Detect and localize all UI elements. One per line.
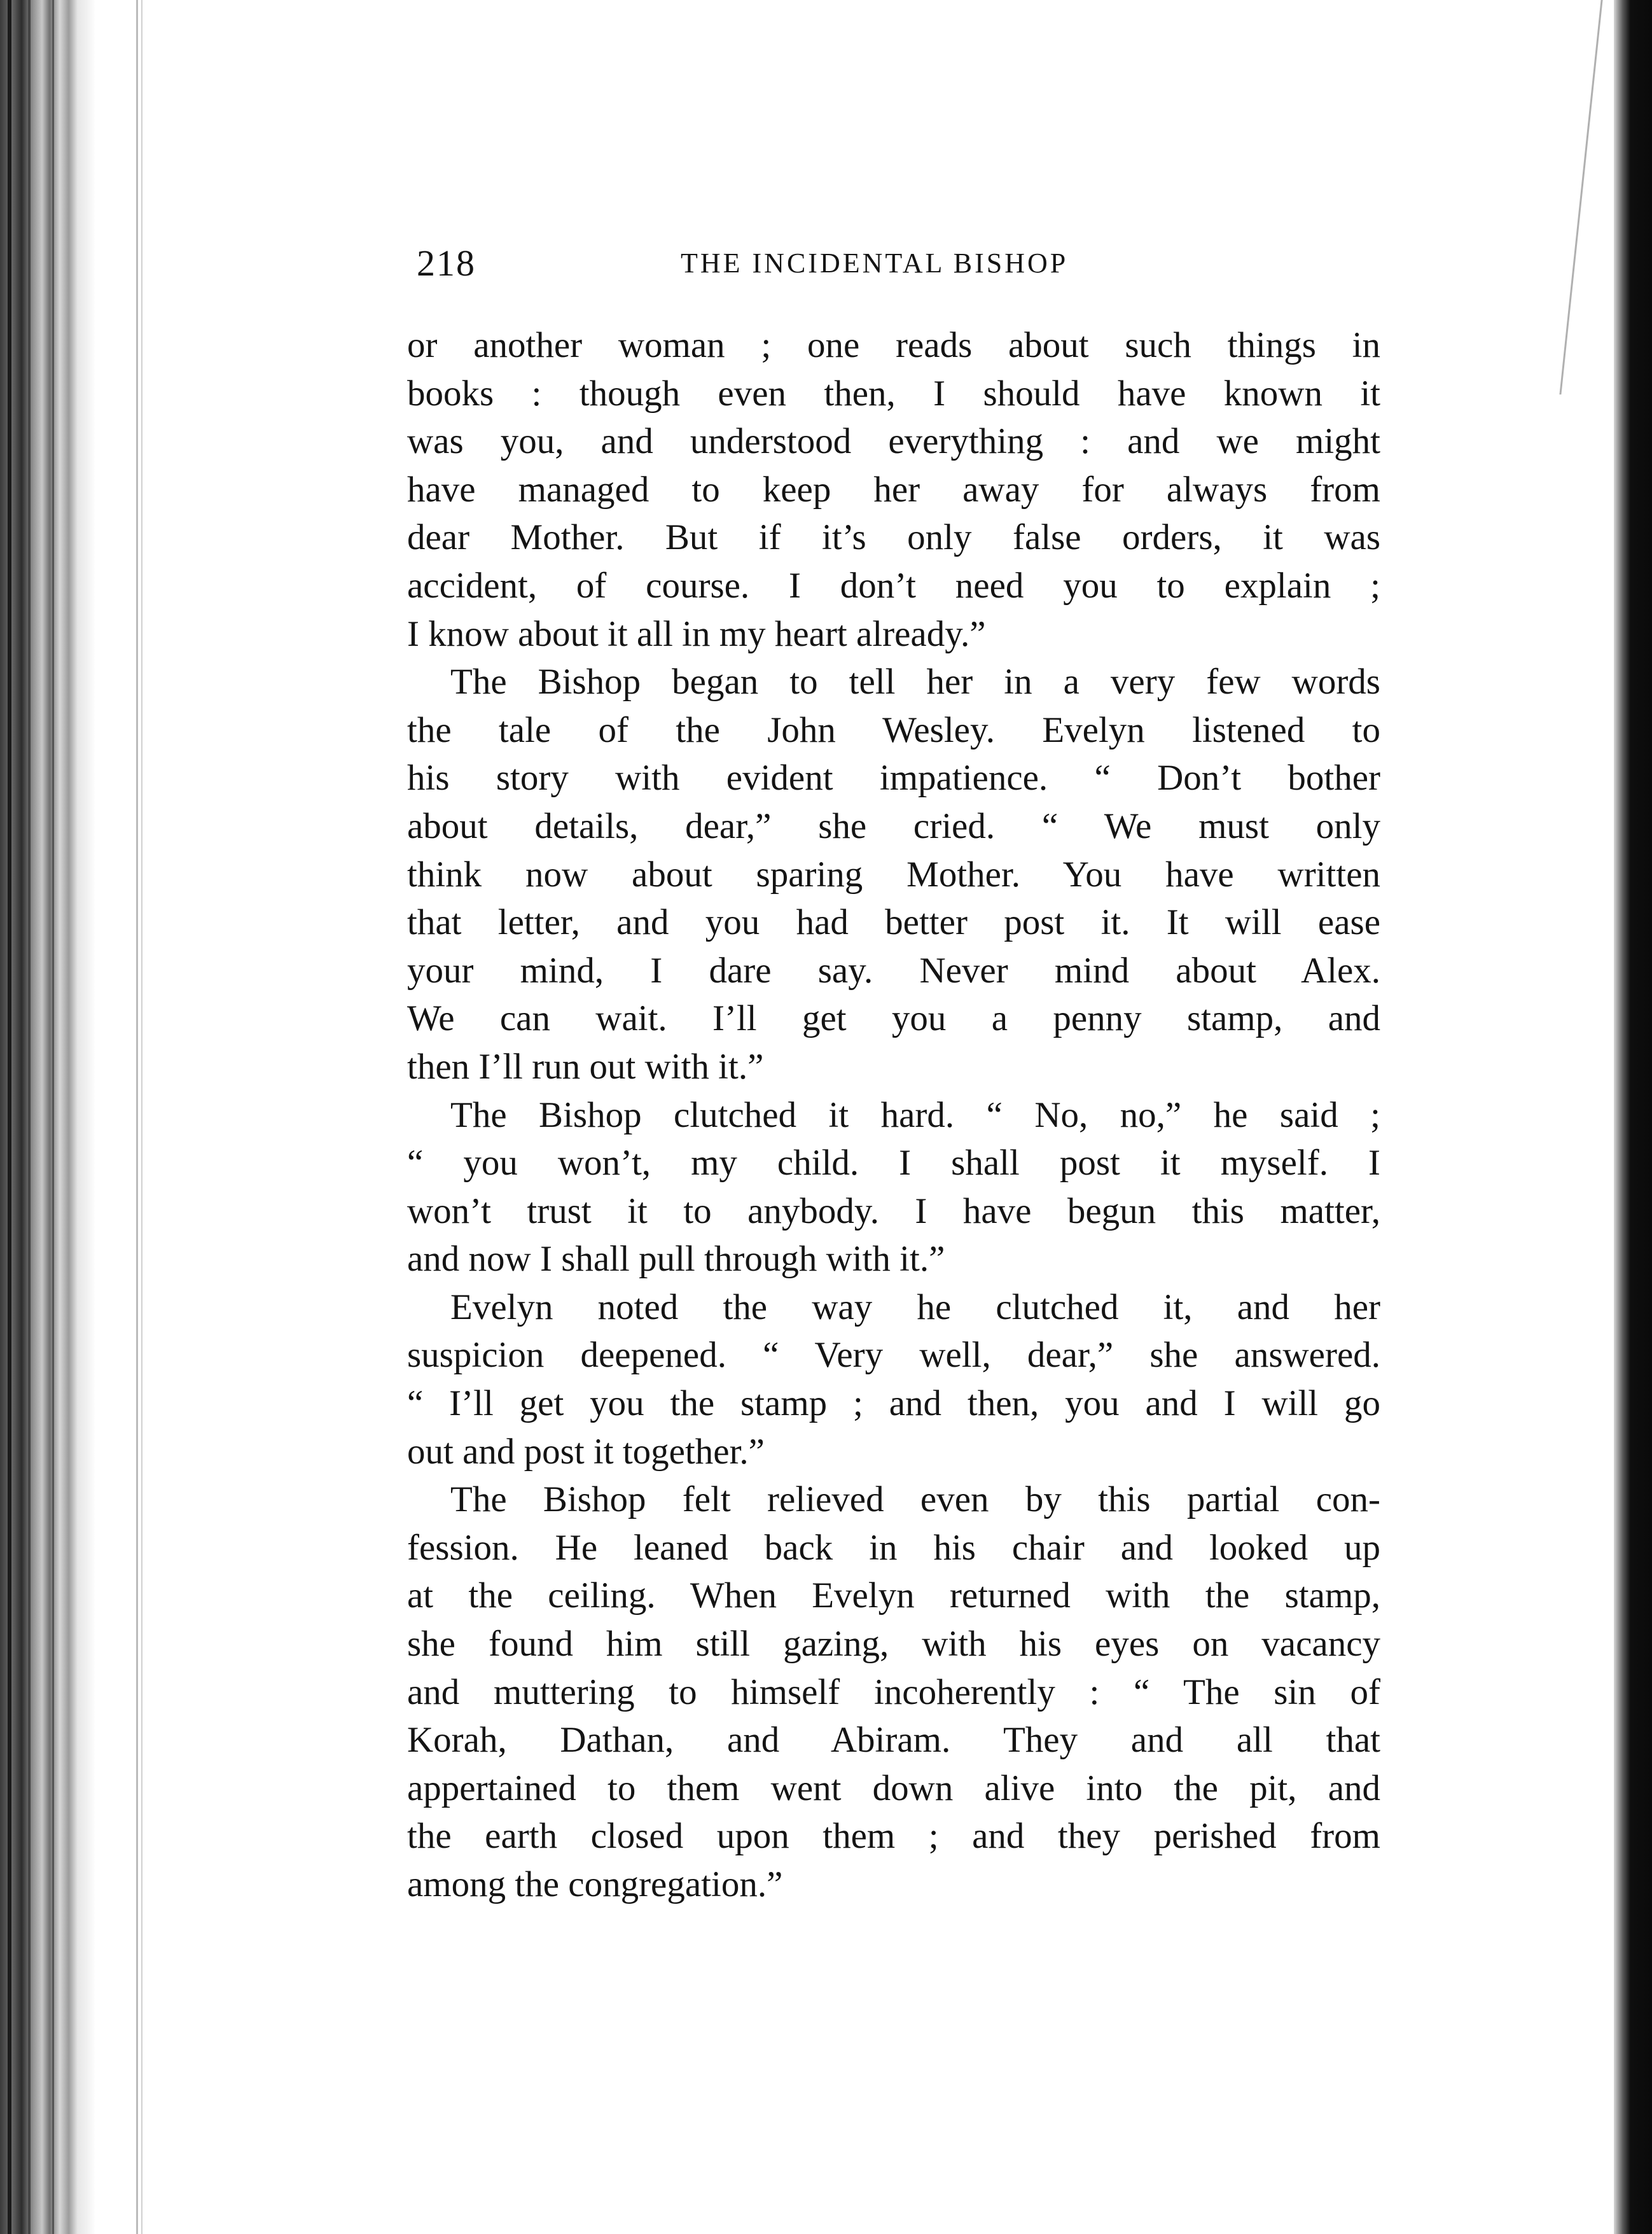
- text-line: accident, of course. I don’t need you to explain ;: [407, 565, 1380, 606]
- page-right-edge: [1614, 0, 1652, 2234]
- text-line: The Bishop began to tell her in a very few words: [450, 662, 1380, 702]
- text-line: and muttering to himself incoherently : “ The sin of: [407, 1672, 1380, 1712]
- text-line: and now I shall pull through with it.”: [407, 1239, 945, 1280]
- text-line: won’t trust it to anybody. I have begun this matter,: [407, 1190, 1380, 1231]
- text-line: at the ceiling. When Evelyn returned with the stamp,: [407, 1575, 1380, 1616]
- page-crease: [1559, 0, 1602, 394]
- text-line: your mind, I dare say. Never mind about Alex.: [407, 950, 1380, 991]
- text-line: appertained to them went down alive into the pit, and: [407, 1768, 1380, 1808]
- text-line: fession. He leaned back in his chair and looked up: [407, 1527, 1380, 1568]
- text-line: about details, dear,” she cried. “ We must only: [407, 806, 1380, 846]
- text-line: his story with evident impatience. “ Don’t bother: [407, 758, 1380, 799]
- text-line: that letter, and you had better post it. It will ease: [407, 902, 1380, 943]
- text-line: was you, and understood everything : and we might: [407, 421, 1380, 462]
- text-line: the tale of the John Wesley. Evelyn listened to: [407, 709, 1380, 750]
- text-line: suspicion deepened. “ Very well, dear,” she answered.: [407, 1335, 1380, 1376]
- page-header: [417, 242, 1378, 293]
- text-line: books : though even then, I should have known it: [407, 373, 1380, 414]
- text-line: out and post it together.”: [407, 1431, 765, 1472]
- text-line: think now about sparing Mother. You have written: [407, 854, 1380, 895]
- text-line: The Bishop felt relieved even by this partial con-: [450, 1479, 1380, 1520]
- text-line: Evelyn noted the way he clutched it, and her: [450, 1287, 1380, 1327]
- text-line: The Bishop clutched it hard. “ No, no,” he said ;: [450, 1094, 1380, 1135]
- text-line: dear Mother. But if it’s only false orders, it was: [407, 517, 1380, 558]
- binding-edge-line: [52, 0, 54, 2234]
- text-line: “ I’ll get you the stamp ; and then, you and I will go: [407, 1383, 1380, 1424]
- text-line: Korah, Dathan, and Abiram. They and all that: [407, 1720, 1380, 1761]
- book-binding: [0, 0, 95, 2234]
- text-line: I know about it all in my heart already.”: [407, 613, 986, 654]
- text-line: We can wait. I’ll get you a penny stamp, and: [407, 998, 1380, 1039]
- text-line: have managed to keep her away for always from: [407, 469, 1380, 510]
- text-line: then I’ll run out with it.”: [407, 1046, 764, 1087]
- running-head: THE INCIDENTAL BISHOP: [681, 248, 1069, 279]
- body-text: [407, 321, 1380, 1909]
- text-line: the earth closed upon them ; and they perished from: [407, 1816, 1380, 1857]
- binding-edge-line: [28, 0, 31, 2234]
- text-line: “ you won’t, my child. I shall post it myself. I: [407, 1143, 1380, 1183]
- text-line: she found him still gazing, with his eyes on vacancy: [407, 1624, 1380, 1665]
- text-line: or another woman ; one reads about such things in: [407, 325, 1380, 365]
- page-number: 218: [417, 242, 476, 284]
- binding-edge-line: [8, 0, 11, 2234]
- binding-edge-line: [141, 0, 142, 2234]
- binding-edge-line: [136, 0, 138, 2234]
- text-line: among the congregation.”: [407, 1864, 783, 1904]
